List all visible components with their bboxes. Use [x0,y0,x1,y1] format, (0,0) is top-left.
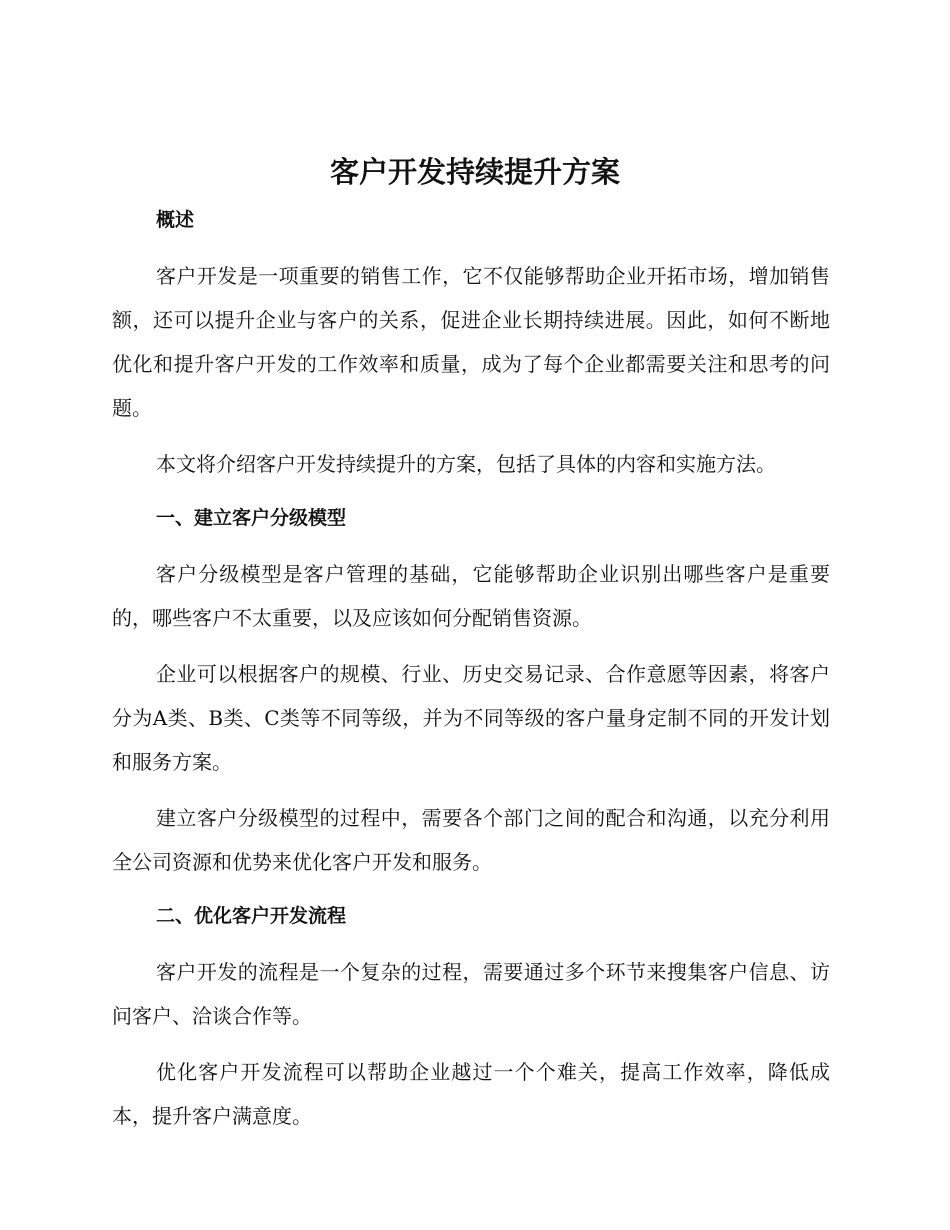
section2-paragraph: 客户开发的流程是一个复杂的过程，需要通过多个环节来搜集客户信息、访问客户、洽谈合作等。 [112,960,830,1028]
section-heading-2: 二、优化客户开发流程 [156,905,347,927]
section1-paragraph: 企业可以根据客户的规模、行业、历史交易记录、合作意愿等因素，将客户分为A类、B类、C类等不同等级，并为不同等级的客户量身定制不同的开发计划和服务方案。 [112,662,830,774]
section1-paragraph: 建立客户分级模型的过程中，需要各个部门之间的配合和沟通，以充分利用全公司资源和优势来优化客户开发和服务。 [112,806,830,874]
document-body [112,203,830,1138]
overview-paragraph: 客户开发是一项重要的销售工作，它不仅能够帮助企业开拓市场，增加销售额，还可以提升企业与客户的关系，促进企业长期持续进展。因此，如何不断地优化和提升客户开发的工作效率和质量，成为了每个企业都需要关注和思考的问题。 [112,264,830,420]
document-title: 客户开发持续提升方案 [329,155,620,189]
overview-heading: 概述 [156,209,195,231]
overview-paragraph: 本文将介绍客户开发持续提升的方案，包括了具体的内容和实施方法。 [156,452,776,476]
section2-paragraph: 优化客户开发流程可以帮助企业越过一个个难关，提高工作效率，降低成本，提升客户满意度。 [112,1060,830,1128]
section-heading-1: 一、建立客户分级模型 [156,507,347,529]
section1-paragraph: 客户分级模型是客户管理的基础，它能够帮助企业识别出哪些客户是重要的，哪些客户不太重要，以及应该如何分配销售资源。 [112,562,830,630]
